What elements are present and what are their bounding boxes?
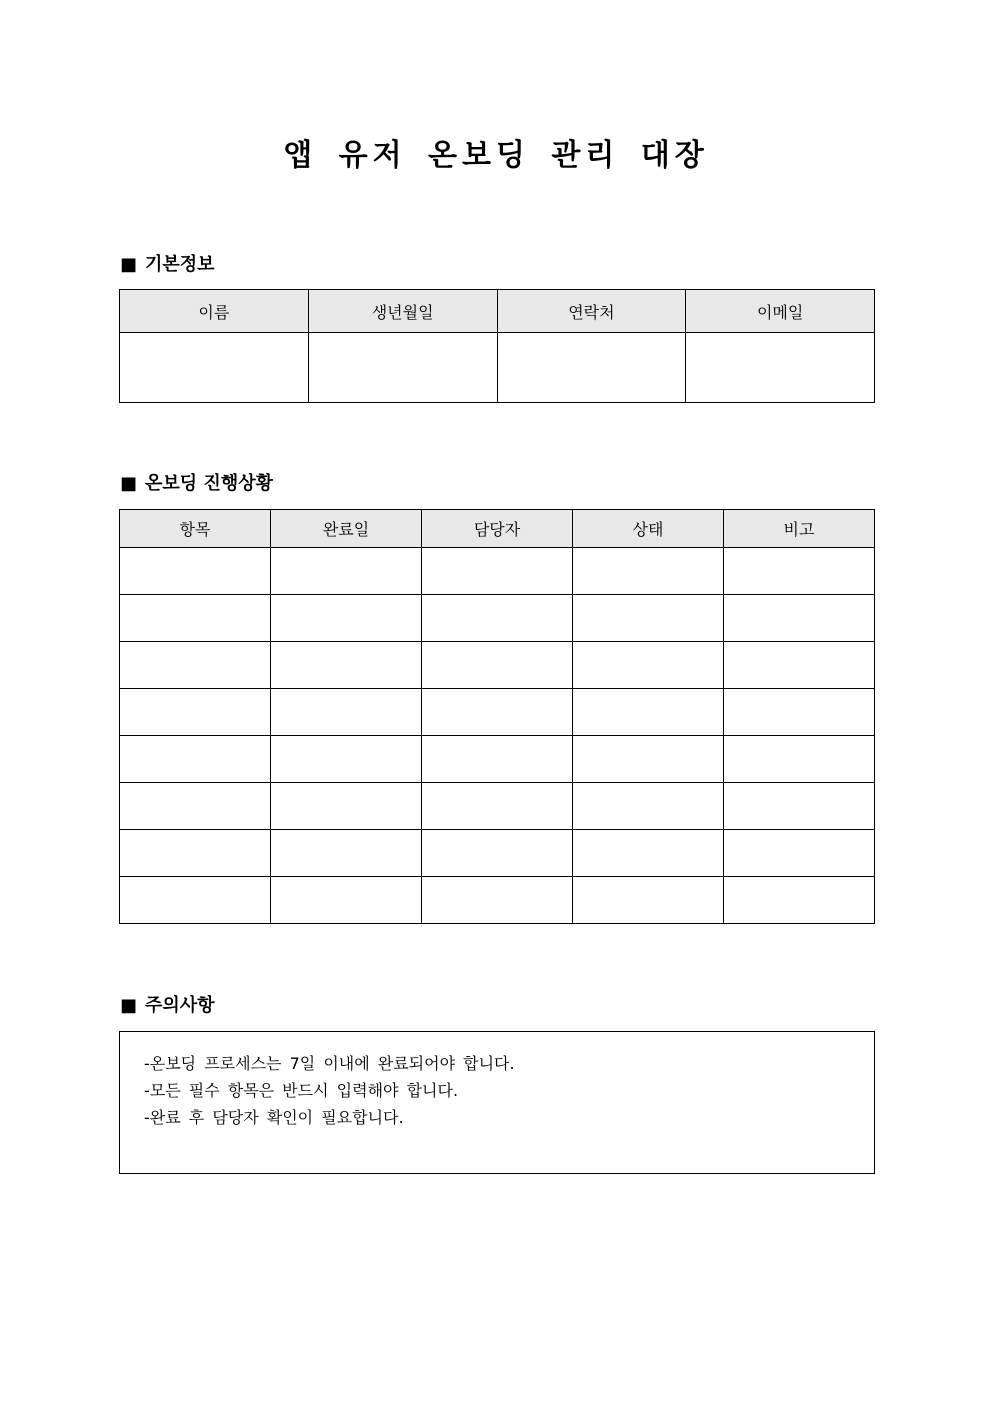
section-marker-icon: ■ (120, 995, 138, 1016)
note-item: -온보딩 프로세스는 7일 이내에 완료되어야 합니다. (144, 1054, 515, 1073)
notes-box (119, 1031, 875, 1174)
table-row (120, 548, 875, 595)
column-header-email: 이메일 (686, 290, 875, 333)
column-header-birthdate: 생년월일 (308, 290, 497, 333)
completion-date-cell[interactable] (271, 736, 422, 783)
name-cell[interactable] (120, 333, 309, 403)
assignee-cell[interactable] (422, 783, 573, 830)
remarks-cell[interactable] (724, 642, 875, 689)
item-cell[interactable] (120, 736, 271, 783)
item-cell[interactable] (120, 548, 271, 595)
contact-cell[interactable] (497, 333, 686, 403)
remarks-cell[interactable] (724, 595, 875, 642)
assignee-cell[interactable] (422, 642, 573, 689)
table-row (120, 783, 875, 830)
table-row (120, 689, 875, 736)
column-header-item: 항목 (120, 510, 271, 548)
table-header-row (120, 510, 875, 548)
assignee-cell[interactable] (422, 877, 573, 924)
assignee-cell[interactable] (422, 689, 573, 736)
assignee-cell[interactable] (422, 736, 573, 783)
notes-heading (120, 994, 215, 1018)
notes-list (120, 1032, 874, 1131)
status-cell[interactable] (573, 877, 724, 924)
column-header-assignee: 담당자 (422, 510, 573, 548)
section-marker-icon: ■ (120, 254, 138, 275)
birthdate-cell[interactable] (308, 333, 497, 403)
completion-date-cell[interactable] (271, 595, 422, 642)
table-row (120, 333, 875, 403)
column-header-name: 이름 (120, 290, 309, 333)
column-header-remarks: 비고 (724, 510, 875, 548)
item-cell[interactable] (120, 689, 271, 736)
item-cell[interactable] (120, 877, 271, 924)
assignee-cell[interactable] (422, 548, 573, 595)
completion-date-cell[interactable] (271, 877, 422, 924)
table-row (120, 736, 875, 783)
status-cell[interactable] (573, 595, 724, 642)
completion-date-cell[interactable] (271, 548, 422, 595)
email-cell[interactable] (686, 333, 875, 403)
basic-info-heading-label: 기본정보 (145, 254, 215, 275)
status-cell[interactable] (573, 830, 724, 877)
status-cell[interactable] (573, 736, 724, 783)
remarks-cell[interactable] (724, 736, 875, 783)
basic-info-heading (120, 253, 215, 277)
completion-date-cell[interactable] (271, 783, 422, 830)
remarks-cell[interactable] (724, 830, 875, 877)
onboarding-progress-table (119, 509, 875, 924)
item-cell[interactable] (120, 595, 271, 642)
status-cell[interactable] (573, 642, 724, 689)
status-cell[interactable] (573, 783, 724, 830)
document-title: 앱 유저 온보딩 관리 대장 (283, 138, 709, 173)
table-row (120, 642, 875, 689)
section-marker-icon: ■ (120, 473, 138, 494)
completion-date-cell[interactable] (271, 830, 422, 877)
column-header-completion-date: 완료일 (271, 510, 422, 548)
table-row (120, 877, 875, 924)
progress-heading (120, 472, 273, 496)
completion-date-cell[interactable] (271, 642, 422, 689)
assignee-cell[interactable] (422, 830, 573, 877)
note-item: -완료 후 담당자 확인이 필요합니다. (144, 1108, 404, 1127)
remarks-cell[interactable] (724, 548, 875, 595)
status-cell[interactable] (573, 689, 724, 736)
assignee-cell[interactable] (422, 595, 573, 642)
column-header-status: 상태 (573, 510, 724, 548)
table-row (120, 830, 875, 877)
item-cell[interactable] (120, 830, 271, 877)
column-header-contact: 연락처 (497, 290, 686, 333)
remarks-cell[interactable] (724, 877, 875, 924)
remarks-cell[interactable] (724, 783, 875, 830)
completion-date-cell[interactable] (271, 689, 422, 736)
remarks-cell[interactable] (724, 689, 875, 736)
status-cell[interactable] (573, 548, 724, 595)
note-item: -모든 필수 항목은 반드시 입력해야 합니다. (144, 1081, 459, 1100)
table-header-row (120, 290, 875, 333)
basic-info-table (119, 289, 875, 403)
item-cell[interactable] (120, 783, 271, 830)
table-row (120, 595, 875, 642)
notes-heading-label: 주의사항 (145, 995, 215, 1016)
progress-heading-label: 온보딩 진행상황 (145, 473, 273, 494)
item-cell[interactable] (120, 642, 271, 689)
